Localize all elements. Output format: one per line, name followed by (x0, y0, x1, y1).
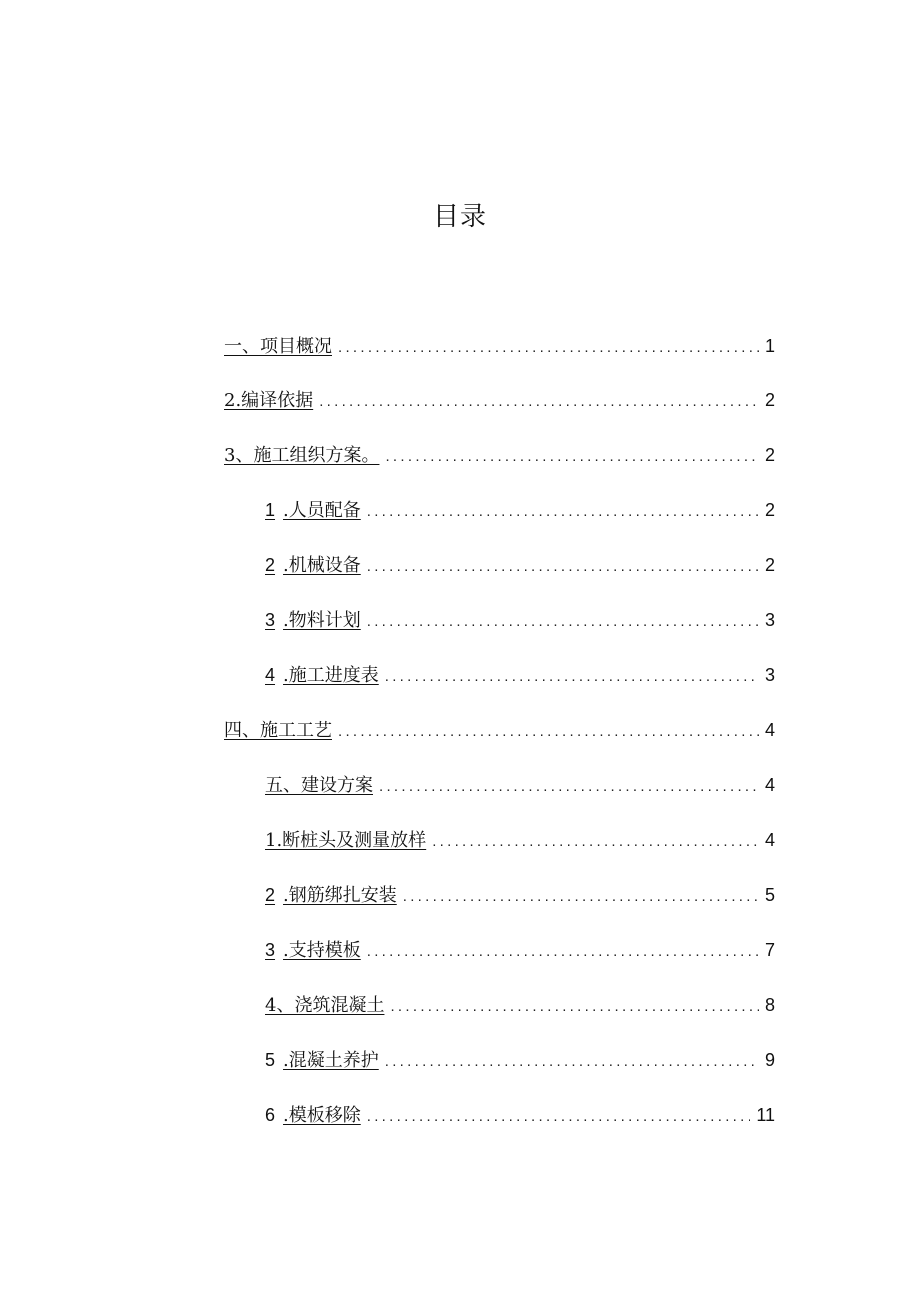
toc-entry-label (265, 880, 397, 911)
toc-entry-text: 四、施工工艺 (224, 720, 332, 741)
toc-dot-leader (390, 992, 759, 1022)
toc-page-number: 1 (764, 336, 775, 356)
toc-dot-leader (367, 552, 759, 582)
toc-dot-leader (385, 1047, 759, 1077)
toc-entry-text: 一、项目概况 (224, 336, 332, 357)
toc-entry-text: .模板移除 (283, 1105, 361, 1126)
toc-entry-text: .人员配备 (283, 500, 361, 521)
toc-entry-number: 3 (265, 940, 276, 960)
toc-entry-label (265, 495, 361, 526)
toc-entry-label (265, 826, 426, 856)
toc-entry[interactable] (265, 495, 775, 525)
toc-page-number: 2 (764, 445, 775, 465)
toc-entry-text: .机械设备 (283, 555, 361, 576)
toc-dot-leader (319, 387, 759, 417)
toc-entry[interactable] (265, 605, 775, 635)
toc-dot-leader (432, 827, 759, 857)
toc-entry[interactable] (224, 440, 775, 470)
toc-entry-text: .支持模板 (283, 940, 361, 961)
toc-dot-leader (367, 937, 759, 967)
toc-entry-number: 5 (265, 1050, 276, 1070)
toc-entry[interactable] (265, 1100, 775, 1130)
toc-entry[interactable] (265, 880, 775, 910)
toc-page-number: 3 (764, 665, 775, 685)
toc-entry-label (224, 332, 332, 362)
toc-dot-leader (367, 497, 759, 527)
toc-entry-number: 3 (265, 610, 276, 630)
page-title: 目录 (432, 202, 487, 232)
toc-entry-number: 4 (265, 665, 276, 685)
toc-dot-leader (385, 442, 759, 472)
toc-entry-number: 2 (265, 885, 276, 905)
toc-page-number: 2 (764, 390, 775, 410)
toc-entry[interactable] (265, 990, 775, 1020)
toc-page-number: 4 (764, 720, 775, 740)
toc-entry-number: 6 (265, 1105, 276, 1125)
toc-entry[interactable] (265, 550, 775, 580)
toc-entry-text: 五、建设方案 (265, 775, 373, 796)
toc-entry-text: 4、浇筑混凝土 (265, 995, 385, 1016)
toc-entry[interactable] (265, 825, 775, 855)
toc-dot-leader (367, 607, 759, 637)
toc-dot-leader (367, 1102, 751, 1132)
toc-entry-label (265, 991, 384, 1021)
toc-entry-label (224, 441, 379, 471)
toc-entry-label (265, 1045, 379, 1076)
toc-entry-label (265, 771, 373, 801)
toc-dot-leader (403, 882, 759, 912)
toc-entry-text: .混凝土养护 (283, 1050, 379, 1071)
toc-page-number: 3 (764, 610, 775, 630)
toc-entry[interactable] (224, 331, 775, 361)
toc-entry-number: 1 (265, 500, 276, 520)
toc-entry-label (265, 605, 361, 636)
toc-page-number: 5 (764, 885, 775, 905)
toc-dot-leader (379, 772, 759, 802)
toc-page-number: 4 (764, 830, 775, 850)
toc-entry[interactable] (265, 660, 775, 690)
toc-page-number: 9 (764, 1050, 775, 1070)
toc-page-number: 2 (764, 500, 775, 520)
toc-entry-label (265, 660, 379, 691)
toc-dot-leader (338, 333, 759, 363)
toc-page-number: 8 (764, 995, 775, 1015)
toc-entry[interactable] (265, 1045, 775, 1075)
toc-entry-label (265, 935, 361, 966)
toc-dot-leader (338, 717, 759, 747)
toc-entry-text: 2.编译依据 (224, 390, 314, 411)
toc-entry-label (224, 716, 332, 746)
toc-page-number: 2 (764, 555, 775, 575)
toc-entry-text: .施工进度表 (283, 665, 379, 686)
toc-entry-text: .钢筋绑扎安装 (283, 885, 397, 906)
toc-entry-label (224, 386, 313, 416)
toc-page-number: 7 (764, 940, 775, 960)
toc-entry[interactable] (224, 385, 775, 415)
toc-entry[interactable] (265, 935, 775, 965)
toc-entry[interactable] (224, 715, 775, 745)
toc-entry-label (265, 1100, 361, 1131)
toc-entry-text: .物料计划 (283, 610, 361, 631)
toc-dot-leader (385, 662, 759, 692)
toc-page-number: 11 (756, 1105, 775, 1125)
toc-page-number: 4 (764, 775, 775, 795)
toc-entry-text: 1.断桩头及测量放样 (265, 830, 427, 851)
toc-entry-label (265, 550, 361, 581)
toc-entry-text: 3、施工组织方案。 (224, 445, 380, 466)
toc-entry-number: 2 (265, 555, 276, 575)
toc-entry[interactable] (265, 770, 775, 800)
